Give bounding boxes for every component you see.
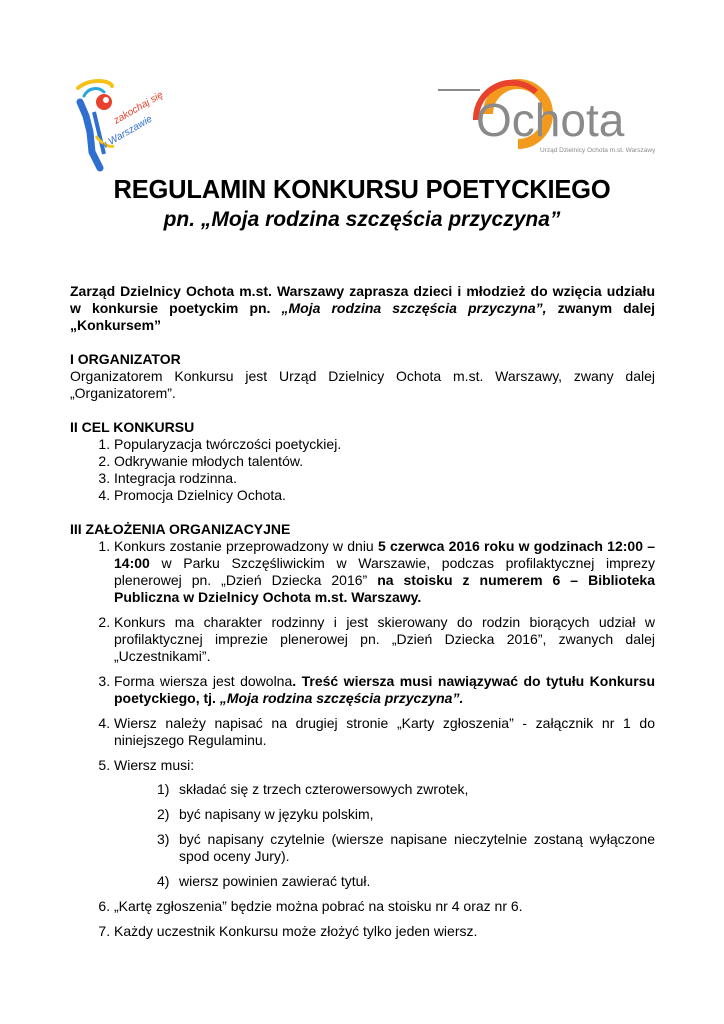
goals-list [70,436,655,504]
logo-left-line1: zakochaj się [112,89,166,127]
document-body [70,283,655,940]
sub-list-item: być napisany czytelnie (wiersze napisane nieczytelnie zostaną wyłączone spod oceny Jury). [179,831,655,864]
list-item [114,757,655,890]
ochota-emblem-icon [436,70,660,158]
section-goals [70,419,655,504]
organization-list [70,538,655,940]
list-item: 2. Konkurs ma charakter rodzinny i jest skierowany do rodzin biorących udział w profilaktycznej imprezie plenerowej pn. „Dzień Dziecka 2016”, zwanych dalej „Uczestnikami”. [114,614,655,665]
list-item: 4. Promocja Dzielnicy Ochota. [114,487,655,504]
document-subtitle: pn. „Moja rodzina szczęścia przyczyna” [163,208,561,231]
section-organization [70,521,655,940]
list-item: 2. Odkrywanie młodych talentów. [114,453,655,470]
list-item: 7. Każdy uczestnik Konkursu może złożyć tylko jeden wiersz. [114,923,655,940]
sub-list-item: wiersz powinien zawierać tytuł. [179,873,371,889]
section-organization-heading: III ZAŁOŻENIA ORGANIZACYJNE [70,521,291,537]
list-item [114,538,655,606]
sub-list-item: składać się z trzech czterowersowych zwrotek, [179,781,469,797]
ochota-wordmark: Ochota [476,94,625,146]
sub-list-item: być napisany w języku polskim, [179,806,374,822]
list-item: 1. Popularyzacja twórczości poetyckiej. [114,436,655,453]
section-organizer-text: Organizatorem Konkursu jest Urząd Dzielnicy Ochota m.st. Warszawy, zwany dalej „Organizatorem”. [70,368,655,401]
section-organizer-heading: I ORGANIZATOR [70,351,181,367]
poem-requirements-list [114,781,655,890]
list-item: 4. Wiersz należy napisać na drugiej stronie „Karty zgłoszenia” - załącznik nr 1 do niniejszego Regulaminu. [114,715,655,749]
item5-lead: Wiersz musi: [114,757,195,773]
warsaw-mermaid-icon [70,76,170,176]
item3-title: „Moja rodzina szczęścia przyczyna”. [219,690,464,706]
document-title: REGULAMIN KONKURSU POETYCKIEGO [113,176,611,204]
list-item: 3. Integracja rodzinna. [114,470,655,487]
section-organizer [70,351,655,402]
item1-stand: na stoisku z numerem 6 – Biblioteka Publiczna w Dzielnicy Ochota m.st. Warszawy. [114,572,655,605]
intro-text-before: Zarząd Dzielnicy Ochota m.st. Warszawy zaprasza dzieci i młodzież do wzięcia udziału w konkursie poetyckim pn. [70,283,655,316]
ochota-caption: Urząd Dzielnicy Ochota m.st. Warszawy [540,147,656,154]
section-goals-heading: II CEL KONKURSU [70,419,195,435]
list-item [114,673,655,707]
logo-left-line2: w Warszawie [98,113,155,153]
item1-date: 5 czerwca 2016 roku w godzinach 12:00 – 14:00 [114,538,655,571]
intro-text-after: zwanym dalej „Konkursem” [70,300,656,333]
zakochaj-sie-w-warszawie-logo [70,76,170,176]
ochota-logo [436,70,660,158]
item1-c: w Parku Szczęśliwickim w Warszawie, podczas profilaktycznej imprezy plenerowej pn. „Dzień Dziecka 2016” [114,555,655,588]
item1-a: Konkurs zostanie przeprowadzony w dniu [114,538,378,554]
title-block [0,176,724,232]
intro-contest-title: „Moja rodzina szczęścia przyczyna”, [281,300,547,316]
item3-a: Forma wiersza jest dowolna [114,673,293,689]
intro-paragraph [70,283,655,334]
list-item: 6. „Kartę zgłoszenia” będzie można pobrać na stoisku nr 4 oraz nr 6. [114,898,655,915]
item3-b: . Treść wiersza musi nawiązywać do tytułu Konkursu poetyckiego, tj. [114,673,655,706]
